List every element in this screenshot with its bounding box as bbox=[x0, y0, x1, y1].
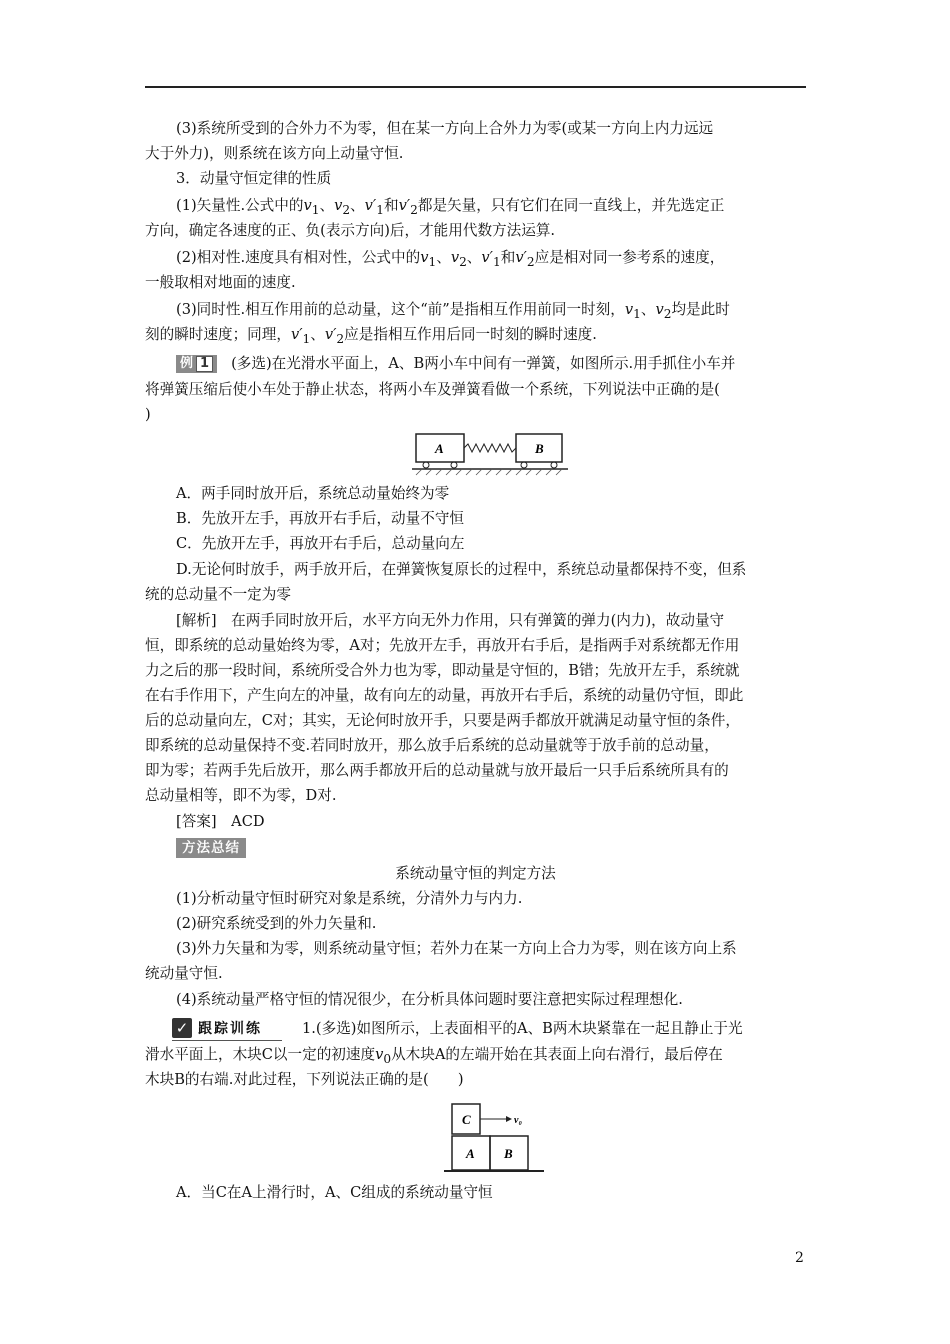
cart-a-label: A bbox=[435, 441, 444, 456]
cart-b-label: B bbox=[535, 441, 544, 456]
text-line: (1)矢量性.公式中的$v_1$、$v_2$、$v'_1$和$v'_2$都是矢量，只有它们在同一直线上，并先选定正 bbox=[176, 197, 725, 217]
analysis-line: 即系统的总动量保持不变.若同时放开，那么放手后系统的总动量就等于放手前的总动量， bbox=[145, 737, 719, 754]
practice-option-a: A．当C在A上滑行时，A、C组成的系统动量守恒 bbox=[176, 1184, 493, 1201]
wheel bbox=[551, 462, 557, 468]
summary-line: (4)系统动量严格守恒的情况很少，在分析具体问题时要注意把实际过程理想化. bbox=[176, 991, 683, 1008]
header-rule bbox=[145, 86, 806, 88]
text-line: (3)同时性.相互作用前的总动量，这个“前”是指相互作用前同一时刻，$v_1$、$v_2$均是此时 bbox=[176, 301, 730, 321]
velocity-label: v₀ bbox=[514, 1115, 522, 1126]
analysis-line: 即为零；若两手先后放开，那么两手都放开后的总动量就与放开最后一只手后系统所具有的 bbox=[145, 762, 729, 779]
arrow-head-icon bbox=[506, 1116, 512, 1122]
wheel bbox=[451, 462, 457, 468]
practice-question: 滑水平面上，木块C以一定的初速度$v_0$从木块A的左端开始在其表面上向右滑行，最后停在 bbox=[145, 1046, 723, 1066]
text-line: 方向，确定各速度的正、负(表示方向)后，才能用代数方法运算. bbox=[145, 222, 556, 239]
example-tag: 例 1 bbox=[176, 355, 217, 373]
practice-question: 1.(多选)如图所示，上表面相平的A、B两木块紧靠在一起且静止于光 bbox=[302, 1020, 743, 1037]
spring bbox=[464, 444, 516, 452]
answer-line: [答案] ACD bbox=[176, 813, 265, 830]
wheel bbox=[521, 462, 527, 468]
practice-question: 木块B的右端.对此过程，下列说法正确的是( ) bbox=[145, 1071, 464, 1088]
option-b: B．先放开左手，再放开右手后，动量不守恒 bbox=[176, 510, 465, 527]
carts-spring-figure bbox=[410, 428, 572, 476]
text-line: (3)系统所受到的合外力不为零，但在某一方向上合外力为零(或某一方向上内力远远 bbox=[176, 120, 714, 137]
wheel bbox=[423, 462, 429, 468]
text-line: ) bbox=[145, 406, 151, 423]
text-line: 一般取相对地面的速度. bbox=[145, 274, 296, 291]
analysis-line: 后的总动量向左，C对；其实，无论何时放开手，只要是两手都放开就满足动量守恒的条件， bbox=[145, 712, 740, 729]
practice-underline bbox=[172, 1040, 282, 1041]
text-line: 将弹簧压缩后使小车处于静止状态，将两小车及弹簧看做一个系统，下列说法中正确的是( bbox=[145, 381, 720, 398]
analysis-line: 在右手作用下，产生向左的冲量，故有向左的动量，再放开右手后，系统的动量仍守恒，即此 bbox=[145, 687, 744, 704]
summary-line: (1)分析动量守恒时研究对象是系统，分清外力与内力. bbox=[176, 890, 523, 907]
analysis-line: [解析] 在两手同时放开后，水平方向无外力作用，只有弹簧的弹力(内力)，故动量守 bbox=[176, 612, 725, 629]
section-heading: 3．动量守恒定律的性质 bbox=[176, 170, 332, 187]
practice-tag: ✓ 跟踪训练 bbox=[172, 1017, 262, 1039]
ground-hatch bbox=[416, 469, 562, 475]
block-b-label: B bbox=[504, 1146, 513, 1161]
text-line: 大于外力)，则系统在该方向上动量守恒. bbox=[145, 145, 404, 162]
text-line: 刻的瞬时速度；同理，$v'_1$、$v'_2$应是指相互作用后同一时刻的瞬时速度. bbox=[145, 326, 597, 346]
method-summary-tag: 方法总结 bbox=[176, 838, 246, 858]
analysis-line: 恒，即系统的总动量始终为零，A对；先放开左手，再放开右手后，是指两手对系统都无作用 bbox=[145, 637, 740, 654]
summary-title: 系统动量守恒的判定方法 bbox=[395, 865, 556, 882]
analysis-line: 力之后的那一段时间，系统所受合外力也为零，即动量是守恒的，B错；先放开左手，系统就 bbox=[145, 662, 740, 679]
blocks-figure bbox=[440, 1098, 548, 1178]
option-a: A．两手同时放开后，系统总动量始终为零 bbox=[176, 485, 450, 502]
summary-line: (3)外力矢量和为零，则系统动量守恒；若外力在某一方向上合力为零，则在该方向上系 bbox=[176, 940, 737, 957]
summary-line: 统动量守恒. bbox=[145, 965, 223, 982]
analysis-line: 总动量相等，即不为零，D对. bbox=[145, 787, 337, 804]
page-number: 2 bbox=[795, 1250, 804, 1266]
option-c: C．先放开左手，再放开右手后，总动量向左 bbox=[176, 535, 465, 552]
block-c-label: C bbox=[462, 1112, 471, 1127]
text-line: 统的总动量不一定为零 bbox=[145, 586, 291, 603]
summary-line: (2)研究系统受到的外力矢量和. bbox=[176, 915, 377, 932]
block-a-label: A bbox=[466, 1146, 475, 1161]
option-d: D.无论何时放手，两手放开后，在弹簧恢复原长的过程中，系统总动量都保持不变，但系 bbox=[176, 561, 747, 578]
text-line: (2)相对性.速度具有相对性，公式中的$v_1$、$v_2$、$v'_1$和$v'_2$应是相对同一参考系的速度， bbox=[176, 249, 725, 269]
checkmark-icon: ✓ bbox=[172, 1018, 192, 1038]
example-question: 例 1 (多选)在光滑水平面上，A、B两小车中间有一弹簧，如图所示.用手抓住小车并 bbox=[176, 352, 806, 376]
